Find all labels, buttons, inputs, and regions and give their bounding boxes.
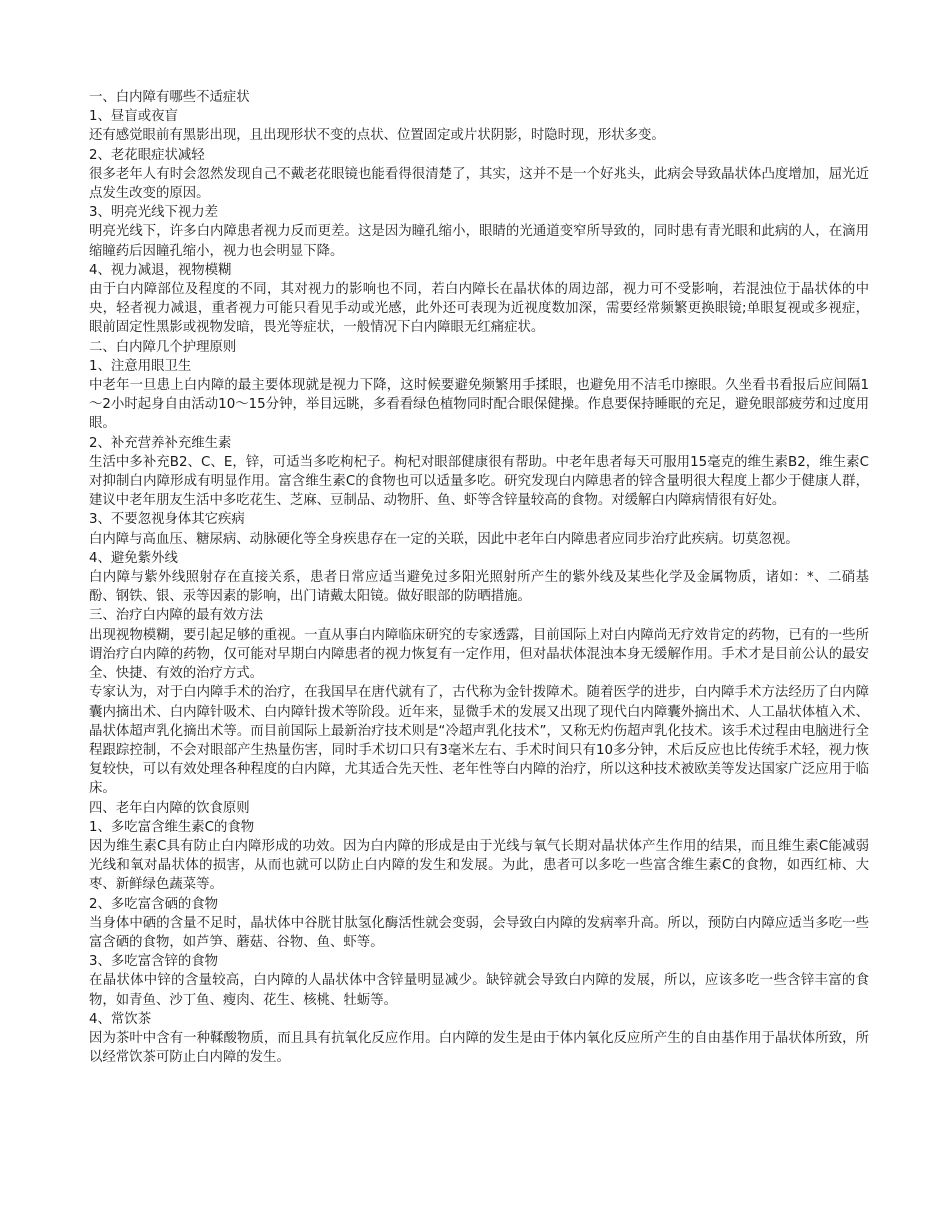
item-heading: 1、注意用眼卫生 (89, 358, 192, 374)
paragraph: 中老年一旦患上白内障的最主要体现就是视力下降，这时候要避免频繁用手揉眼，也避免用不洁毛巾擦眼。久坐看书看报后应间隔1～2小时起身自由活动10～15分钟，举目远眺，多看看绿色植物同时配合眼保健操。作息要保持睡眠的充足，避免眼部疲劳和过度用眼。 (89, 378, 869, 432)
item-heading: 4、常饮茶 (89, 1011, 152, 1027)
paragraph: 专家认为，对于白内障手术的治疗，在我国早在唐代就有了，古代称为金针拨障术。随着医学的进步，白内障手术方法经历了白内障囊内摘出术、白内障针吸术、白内障针拨术等阶段。近年来，显微手术的发展又出现了现代白内障囊外摘出术、人工晶状体植入术、晶状体超声乳化摘出术等。而目前国际上最新治疗技术则是“冷超声乳化技术”，又称无灼伤超声乳化技术。该手术过程由电脑进行全程跟踪控制，不会对眼部产生热量伤害，同时手术切口只有3毫米左右、手术时间只有10多分钟，术后反应也比传统手术轻，视力恢复较快，可以有效处理各种程度的白内障，尤其适合先天性、老年性等白内障的治疗，所以这种技术被欧美等发达国家广泛应用于临床。 (89, 685, 869, 797)
paragraph: 很多老年人有时会忽然发现自己不戴老花眼镜也能看得很清楚了，其实，这并不是一个好兆头，此病会导致晶状体凸度增加，屈光近点发生改变的原因。 (89, 166, 869, 202)
document-body (89, 88, 869, 1067)
paragraph: 因为茶叶中含有一种鞣酸物质，而且具有抗氧化反应作用。白内障的发生是由于体内氧化反应所产生的自由基作用于晶状体所致，所以经常饮茶可防止白内障的发生。 (89, 1030, 869, 1066)
item-heading: 4、避免紫外线 (89, 550, 178, 566)
item-heading: 3、多吃富含锌的食物 (89, 954, 219, 970)
paragraph: 还有感觉眼前有黑影出现，且出现形状不变的点状、位置固定或片状阴影，时隐时现，形状多变。 (89, 128, 665, 144)
paragraph: 白内障与高血压、糖尿病、动脉硬化等全身疾患存在一定的关联，因此中老年白内障患者应同步治疗此疾病。切莫忽视。 (89, 531, 799, 547)
paragraph: 白内障与紫外线照射存在直接关系，患者日常应适当避免过多阳光照射所产生的紫外线及某些化学及金属物质，诸如：*、二硝基酚、钢铁、银、汞等因素的影响，出门请戴太阳镜。做好眼部的防晒措施。 (89, 570, 869, 605)
section-title: 四、老年白内障的饮食原则 (89, 800, 250, 816)
item-heading: 2、老花眼症状减轻 (89, 147, 205, 163)
item-heading: 3、不要忽视身体其它疾病 (89, 512, 245, 528)
item-heading: 3、明亮光线下视力差 (89, 205, 219, 221)
paragraph: 由于白内障部位及程度的不同，其对视力的影响也不同，若白内障长在晶状体的周边部，视力可不受影响，若混浊位于晶状体的中央，轻者视力减退，重者视力可能只看见手动或光感，此外还可表现为近视度数加深，需要经常频繁更换眼镜;单眼复视或多视症，眼前固定性黑影或视物发暗，畏光等症状，一般情况下白内障眼无红痛症状。 (89, 282, 869, 336)
paragraph: 生活中多补充B2、C、E，锌，可适当多吃枸杞子。枸杞对眼部健康很有帮助。中老年患者每天可服用15毫克的维生素B2，维生素C对抑制白内障形成有明显作用。富含维生素C的食物也可以适量多吃。研究发现白内障患者的锌含量明很大程度上都少于健康人群，建议中老年朋友生活中多吃花生、芝麻、豆制品、动物肝、鱼、虾等含锌量较高的食物。对缓解白内障病情很有好处。 (89, 454, 869, 509)
paragraph: 当身体中硒的含量不足时，晶状体中谷胱甘肽氢化酶活性就会变弱，会导致白内障的发病率升高。所以，预防白内障应适当多吃一些富含硒的食物，如芦笋、蘑菇、谷物、鱼、虾等。 (89, 915, 869, 950)
paragraph: 在晶状体中锌的含量较高，白内障的人晶状体中含锌量明显减少。缺锌就会导致白内障的发展，所以，应该多吃一些含锌丰富的食物，如青鱼、沙丁鱼、瘦肉、花生、核桃、牡蛎等。 (89, 973, 869, 1008)
paragraph: 出现视物模糊，要引起足够的重视。一直从事白内障临床研究的专家透露，目前国际上对白内障尚无疗效肯定的药物，已有的一些所谓治疗白内障的药物，仅可能对早期白内障患者的视力恢复有一定作用，但对晶状体混浊本身无缓解作用。手术才是目前公认的最安全、快捷、有效的治疗方式。 (89, 627, 869, 682)
item-heading: 1、昼盲或夜盲 (89, 109, 178, 125)
item-heading: 4、视力减退，视物模糊 (89, 262, 232, 278)
item-heading: 2、多吃富含硒的食物 (89, 896, 219, 912)
paragraph: 因为维生素C具有防止白内障形成的功效。因为白内障的形成是由于光线与氧气长期对晶状体产生作用的结果，而且维生素C能减弱光线和氧对晶状体的损害，从而也就可以防止白内障的发生和发展。为此，患者可以多吃一些富含维生素C的食物，如西红柿、大枣、新鲜绿色蔬菜等。 (89, 838, 869, 893)
item-heading: 2、补充营养补充维生素 (89, 435, 232, 451)
section-title: 一、白内障有哪些不适症状 (89, 90, 250, 105)
section-title: 二、白内障几个护理原则 (89, 339, 237, 355)
paragraph: 明亮光线下，许多白内障患者视力反而更差。这是因为瞳孔缩小，眼睛的光通道变窄所导致的，同时患有青光眼和此病的人，在滴用缩瞳药后因瞳孔缩小，视力也会明显下降。 (89, 224, 869, 259)
section-title: 三、治疗白内障的最有效方法 (89, 608, 264, 624)
item-heading: 1、多吃富含维生素C的食物 (89, 819, 255, 835)
